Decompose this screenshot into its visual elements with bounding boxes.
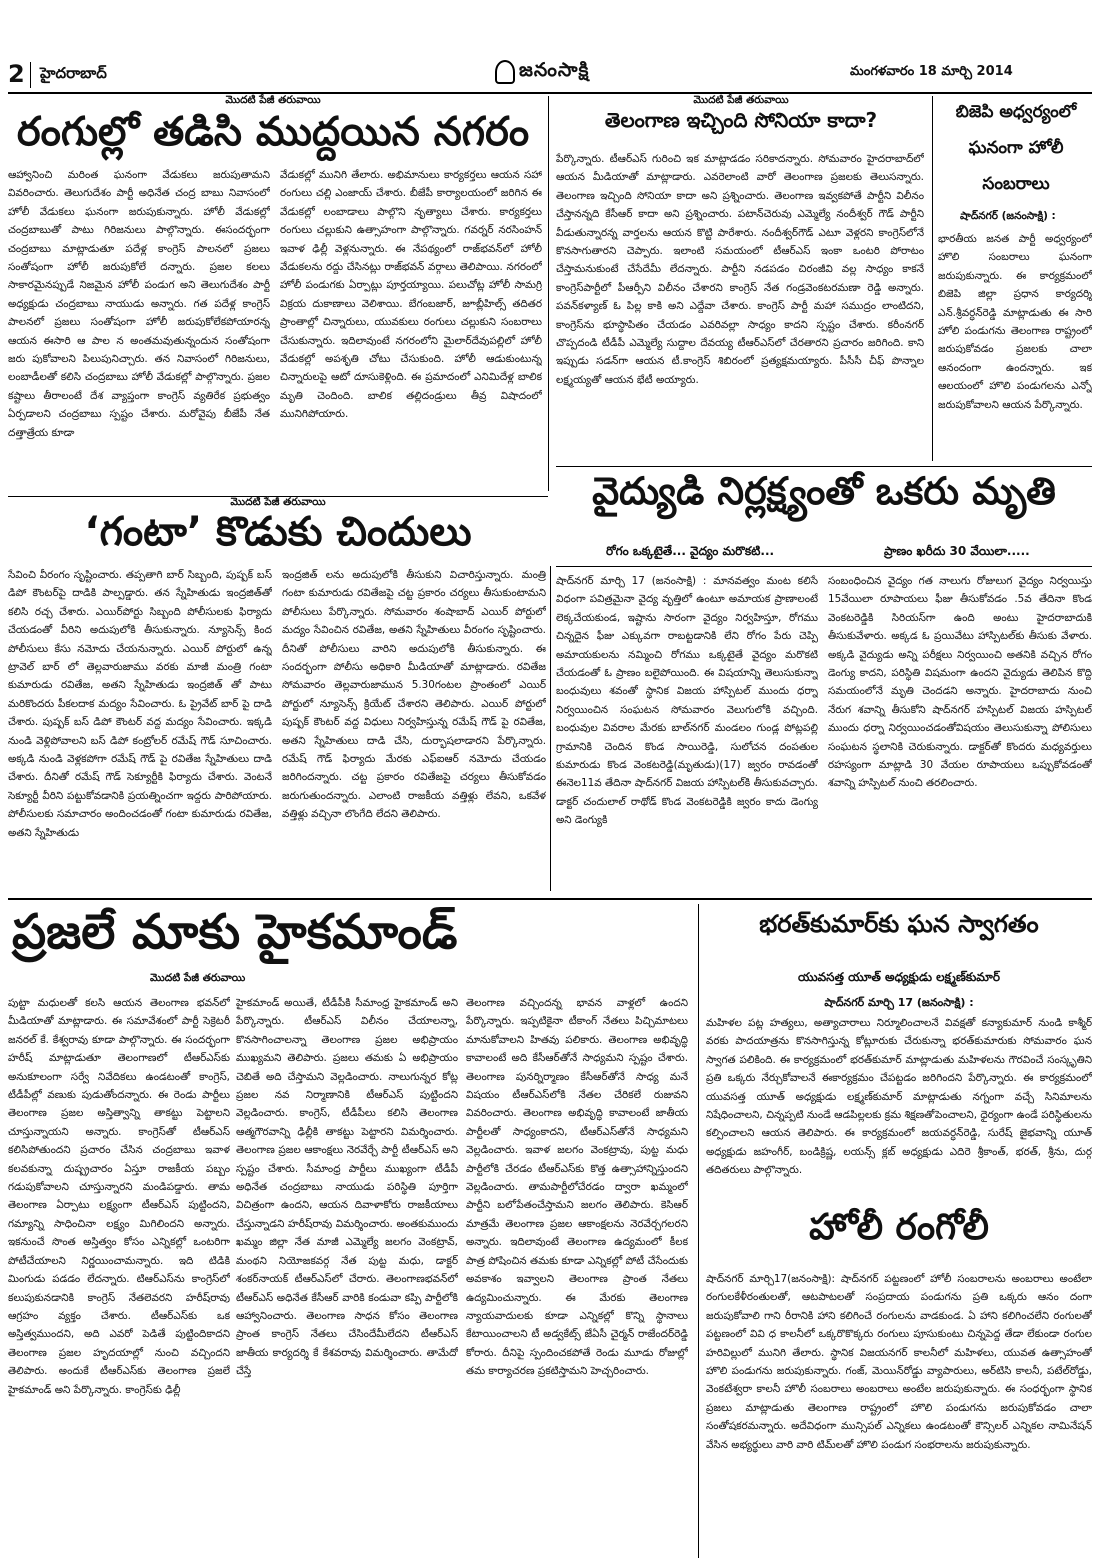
story-column: పేర్కొన్నారు. టీఆర్ఎస్ గురించి ఇక మాట్లాడడం సరికాదన్నారు. సోమవారం హైదరాబాద్‌లో ఆయన మీడియాతో మాట్లాడారు. ఎవరెలాంటి వారో తెలంగాణ ప్రజలకు తెలుసన్నారు. తెలంగాణ ఇచ్చింది సోనియా కాదా అని ప్రశ్నించారు. తెలంగాణ ఇవ్వకపోతే పార్టీని విలీనం చేస్తానన్నది కేసీఆర్ కాదా అని ప్రశ్నించారు. పటాన్‌చెరువు ఎమ్మెల్యే నందీశ్వర్ గౌడ్ పార్టీని వీడుతున్నారన్న వార్తలను ఆయన కొట్టి పారేశారు. నందీశ్వర్‌గౌడ్ ఎటూ వెళ్లరని కాంగ్రెస్‌లోనే కొనసాగుతారని చెప్పారు. ఇలాంటి సమయంలో టీఆర్ఎస్ ఇంకా ఒంటరి పోరాటం చేస్తామనుకుంటే చేసేదేమీ లేదన్నారు. పార్టీని నడపడం చిరంజీవి వల్ల సాధ్యం కాకనే కాంగ్రెస్‌పార్టీలో పీఆర్పీని విలీనం చేశారని కాంగ్రెస్ నేత గండ్రవెంకటరమణా రెడ్డి అన్నారు. పవన్‌కళ్యాణ్ ఓ పిల్ల కాకి అని ఎద్దేవా చేశారు. కాంగ్రెస్ పార్టీ మహా సముద్రం లాంటిదని, కాంగ్రెస్‌ను భూస్థాపితం చేయడం ఎవరివల్లా సాధ్యం కాదని స్పష్టం చేశారు. కరీంనగర్ చొప్పదండి టీడీపీ ఎమ్మెల్యే సుద్దాల దేవయ్య టీఆర్ఎస్‌లో చేరతారని ప్రచారం జరిగింది. కాని ఇప్పుడు సడన్‌గా ఆయన టీ.కాంగ్రెస్ శిబిరంలో ప్రత్యక్షమయ్యారు. పీసీసీ చీఫ్ పొన్నాల లక్ష్మయ్యతో ఆయన భేటీ అయ్యారు. — [556, 153, 924, 386]
story-headline: రంగుల్లో తడిసి ముద్దయిన నగరం — [16, 109, 530, 155]
story-headline: ఘనంగా హోలీ — [968, 138, 1064, 158]
story-column: భారతీయ జనత పార్టీ అధ్వర్యంలో హొలి సంబరాలు ఘనంగా జరుపుకున్నారు. ఈ కార్యక్రమంలో బిజెపి జిల్లా ప్రధాన కార్యదర్శి ఎన్.శ్రీవర్ధన్‌రెడ్డి మాట్లాడుతు ఈ సారి హోలి పండుగను తెలంగాణ రాష్ట్రంలో జరుపుకోవడం ప్రజలకు చాలా ఆనందంగా ఉందన్నారు. ఇక ఆలయంలో హొలి పండుగలను ఎన్నో జరుపుకోవాలని ఆయన పేర్కొన్నారు. — [938, 233, 1092, 411]
story-headline: వైద్యుడి నిర్లక్ష్యంతో ఒకరు మృతి — [592, 469, 1056, 513]
story-column: హైకమాండ్ అయితే, టీడీపీకి సీమాంధ్ర హైకమాండ్ అని పేర్కొన్నారు. టీఆర్ఎస్ విలీనం చేయాలన్నా, కొనసాగించాలన్నా తెలంగాణ ప్రజల అభిప్రాయం ముఖ్యమని తెలిపారు. ప్రజలు తమకు ఏ అభిప్రాయం చెబితే అది చేస్తామని వెల్లడించారు. నాలుగున్నర కోట్ల ప్రజల నవ నిర్మాణానికి టీఆర్ఎస్ పుట్టిందని వెల్లడించారు. కాంగ్రెస్, టీడీపీలు కలిసి తెలంగాణ ఆత్మగౌరవాన్ని ఢిల్లీకి తాకట్టు పెట్టారని విమర్శించారు. తెలంగాణ ప్రజల ఆకాంక్షలు నెరవేర్చే పార్టీ టీఆర్ఎస్ అని స్పష్టం చేశారు. సీమాంధ్ర పార్టీలు ముఖ్యంగా టీడీపీ అధినేత చంద్రబాబు నాయుడు పరిస్థితి పూర్తిగా విచిత్రంగా ఉందని, ఆయన దివాళాకోరు రాజకీయాలు చేస్తున్నాడని హరీష్‌రావు విమర్శించారు. అంతకుముందు ఖమ్మం జిల్లా నేత మాజీ ఎమ్మెల్యే జలగం వెంకట్రావ్, మంథని నియోజకవర్గ నేత పుట్ట మధు, డాక్టర్ శంకర్‌నాయక్ టీఆర్ఎస్‌లో చేరారు. తెలంగాణభవన్‌లో టీఆర్ఎస్ అధినేత కేసీఆర్ వారికి కండువా కప్పి పార్టీలోకి ఆహ్వానించారు. తెలంగాణ సాధన కోసం తెలంగాణ ప్రాంత కాంగ్రెస్ నేతలు చేసిందేమీలేదని టీఆర్ఎస్ జాతీయ కార్యదర్శి కే కేశవరావు విమర్శించారు. తామేదో చేస్తే — [236, 997, 458, 1378]
story-column: ఆహ్వానించి మరింత ఘనంగా వేడుకలు జరుపుతామని వివరించారు. తెలుగుదేశం పార్టీ అధినేత చంద్ర బాబు నివాసంలో హోలీ వేడుకలు ఘనంగా జరుపుకున్నారు. హోలీ వేడుకల్లో చంద్రబాబుతో పాటు గిరిజనులు పాల్గొన్నారు. ఈసందర్భంగా చంద్రబాబు మాట్లాడుతూ పదేళ్ల కాంగ్రెస్ పాలనలో ప్రజలు సంతోషంగా హోలీ జరుపుకోలే దన్నారు. ప్రజల కలలు సాకారమైనప్పుడే నిజమైన హోలీ పండుగ అని తెలుగుదేశం పార్టీ అధ్యక్షుడు చంద్రబాబు నాయుడు అన్నారు. గత పదేళ్ల కాంగ్రెస్ పాలనలో ప్రజలు సంతోషంగా హోలీ జరుపుకోలేకపోయారన్న ఆయన ఈసారి ఆ పాల న అంతమవుతున్నందున సంతోషంగా జరు పుకోవాలని పిలుపునిచ్చారు. తన నివాసంలో గిరిజనులు, లంబాడీలతో కలిసి చంద్రబాబు హోలీ వేడుకల్లో పాల్గొన్నారు. ప్రజల కష్టాలు తీరాలంటే దేశ వ్యాప్తంగా కాంగ్రెస్ వ్యతిరేక ప్రభుత్వం ఏర్పడాలని చంద్రబాబు స్పష్టం చేశారు. మరోవైపు బీజేపీ నేత దత్తాత్రేయ కూడా — [8, 169, 270, 439]
story-headline: భరత్‌కుమార్‌కు ఘన స్వాగతం — [759, 910, 1039, 938]
story-column: షాద్‌నగర్ మార్చి17(జనంసాక్షి): షాద్‌నగర్ పట్టణంలో హోలీ సంబరాలను అంబరాలు అంటేలా రంగులకేళీరంతులతో, ఆటపాటలతో సంప్రదాయ పండుగను ప్రతి ఒక్కరు ఆనం దంగా జరుపుకోవాలి గాని రీరానికి హాని కలిగించే రంగులను వాడకుండ. ఏ హాని కలిగించలేని రంగులతో పట్టణంలో వివి ధ కాలనీలో ఒక్కరొకొక్కరు రంగులు పూసుకుంటు చిన్నపెద్ద తేడా లేకుండా రంగుల హరివిల్లులో మునిగి తేలారు. స్థానిక విజయనగర్ కాలనీలో మహిళలు, యువత ఉత్సాహంతో హొలి పండుగను జరుపుకున్నారు. గంజ్, మెయిన్‌రోడ్డు వ్యాపారులు, అర్‌టిసి కాలనీ, పటేల్‌రోడ్డు, వెంకటేశ్వరా కాలనీ హొలీ సంబరాలు అంబరాలు అంటేల జరుపుకున్నారు. ఈ సంధర్భంగా స్థానిక ప్రజలు మాట్లాడుతు తెలంగాణ రాష్ట్రంలో హొలి పండుగను జరుపుకోవడం చాలా సంతోషకరమన్నారు. అదేవిధంగా మున్సిపల్ ఎన్నికలు ఉండటంతో కౌన్సిలర్ ఎన్నికల నామినేషన్ వేసిన అభ్యర్థులు వారి వారి టిమ్‌లతో హొలి పండుగ సంభరాలను జరుపుకున్నారు. — [706, 1273, 1092, 1451]
story-kicker: మొదటి పేజీ తరువాయి — [225, 94, 321, 106]
story-headline: బిజెపి అధ్వర్యంలో — [955, 102, 1077, 122]
logo-mark-icon — [495, 60, 515, 84]
story-dateline: షాద్‌నగర్ (జనంసాక్షి) : — [960, 210, 1056, 222]
story-subhead: రోగం ఒక్కటైతే... వైద్యం మరొకటి... — [606, 544, 775, 558]
story-column: వేడుకల్లో మునిగి తేలారు. అభిమానులు కార్యకర్తలు ఆయన సహా రంగులు చల్లి ఎంజాయ్ చేశారు. బీజేపీ కార్యాలయంలో జరిగిన ఈ వేడుకల్లో లంబాడాలు పాల్గొని నృత్యాలు చేశారు. కార్యకర్తలు రంగులు చల్లుకుని ఉత్సాహంగా పాల్గొన్నారు. గవర్నర్ నరసింహన్ ఇవాళ ఢిల్లీ వెళ్లనున్నారు. ఈ నేపథ్యంలో రాజ్‌భవన్‌లో హోలీ వేడుకలను రద్దు చేసినట్లు రాజ్‌భవన్ వర్గాలు తెలిపాయి. నగరంలో హోలీ పండుగకు ఏర్పాట్లు పూర్తయ్యాయి. పలుచోట్ల హోలీ సామగ్రి విక్రయ దుకాణాలు వెలిశాయి. బేగంబజార్, జూబ్లీహిల్స్ తదితర ప్రాంతాల్లో చిన్నారులు, యువకులు రంగులు చల్లుకుని సంబరాలు చేసుకున్నారు. ఇదిలావుంటే నగరంలోని మైలార్‌దేవుపల్లిలో హోలీ వేడుకల్లో అపశృతి చోటు చేసుకుంది. హోలీ ఆడుకుంటున్న చిన్నారులపై ఆటో దూసుకెళ్లింది. ఈ ప్రమాదంలో ఎనిమిదేళ్ల బాలిక మృతి చెందింది. బాలిక తల్లిదండ్రులు తీవ్ర విషాదంలో మునిగిపోయారు. — [280, 169, 542, 421]
page-number-box — [30, 62, 31, 88]
story-subhead: యువసత్త యూత్ అధ్యక్షుడు లక్ష్మణ్‌కుమార్ — [798, 970, 1000, 984]
section-rule — [8, 898, 1092, 900]
story-column: మహిళల పట్ల హత్యలు, అత్యాచారాలు నిర్మూలించాలనే వివక్షతో కన్యాకుమార్ నుండి కాశ్మీర్ వరకు పాదయాత్రను కొనసాగిస్తున్న కోట్లూరుకు చేరుకున్నా భరత్‌కుమారుకు సోమవారం ఘన స్వాగత పలికింది. ఈ కార్యక్రమంలో భరత్‌కుమార్ మాట్లాడుతు మహిళలను గౌరవించే సంస్కృతిని ప్రతి ఒక్కరు నేర్చుకోవాలనే ఈకార్యక్రమం చేపట్టడం జరిగిందని పేర్కొన్నారు. ఈ కార్యక్రమంలో యువసత్త యూత్ అధ్యక్షుడు లక్ష్మణ్‌కుమార్ మాట్లాడుతు నగ్నంగా వచ్చే సినిమాలను నిషేధించాలని, చిన్నప్పటి నుండే ఆడపిల్లలకు క్రమ శిక్షణతోపెంచాలని, ధైర్యంగా ఉండే పరిస్థితులను కల్పించాలని ఆయన తెలిపారు. ఈ కార్యక్రమంలో జయవర్ధన్‌రెడ్డి, సురేష్ జైభవాన్ని యూత్ అధ్యక్షుడు జహంగీర్, బండిక్రిష్ణ, లయన్స్ క్లబ్ అధ్యక్షుడు ఎదిరె శ్రీకాంత్, భరత్, శ్రీను, దుర్గ తదితరులు పాల్గొన్నారు. — [706, 1017, 1092, 1177]
subhead-rule — [556, 566, 1092, 567]
section-label: హైదరాబాద్ — [40, 64, 107, 82]
issue-date: మంగళవారం 18 మార్చి 2014 — [850, 64, 1013, 79]
story-headline: హోలీ రంగోలీ — [809, 1207, 989, 1248]
story-headline: ప్రజలే మాకు హైకమాండ్ — [12, 904, 458, 960]
story-column: తెలంగాణ వచ్చిందన్న భావన వాళ్లలో ఉందని పేర్కొన్నారు. ఇప్పటికైనా టీకాంగ్ నేతలు పిచ్చిమాటలు మానుకోవాలని హితవు పలికారు. తెలంగాణ అభివృద్ధి కావాలంటే అది కేసీఆర్‌తోనే సాధ్యమని స్పష్టం చేశారు. తెలంగాణ పునర్నిర్మాణం కేసీఆర్‌తోనే సాధ్య మనే విషయం టీఆర్ఎస్‌లోకి నేతల చేరికలే రుజువని వివరించారు. తెలంగాణ అభివృద్ధి కావాలంటే జాతీయ పార్టీలతో సాధ్యంకాదని, టీఆర్ఎస్‌తోనే సాధ్యమని వెల్లడించారు. ఇవాళ జలగం వెంకట్రావు, పుట్ట మధు పార్టీలోకి చేరడం టీఆర్ఎస్‌కు కొత్త ఉత్సాహాన్నిస్తుందని వెల్లడించారు. తామపార్టీలోచేరడం ద్వారా ఖమ్మంలో పార్టీని బలోపేతంచేస్తామని జలగం తెలిపారు. కెసిఆర్ మాత్రమే తెలంగాణ ప్రజల ఆకాంక్షలను నెరవేర్చగలరని అన్నారు. ఇదిలావుంటే తెలంగాణ ఉద్యమంలో కీలక పాత్ర పోషించిన తమకు కూడా ఎన్నికల్లో పోటీ చేసేందుకు అవకాశం ఇవ్వాలని తెలంగాణ ప్రాంత నేతలు ఉద్యమించున్నారు. ఈ మేరకు తెలంగాణ న్యాయవాదులకు కూడా ఎన్నికల్లో కొన్ని స్థానాలు కేటాయించాలని టీ అడ్వకేట్స్ జేఏసీ చైర్మన్ రాజేందర్‌రెడ్డి కోరారు. దీనిపై స్పందించకపోతే రెండు మూడు రోజుల్లో తమ కార్యాచరణ ప్రకటిస్తామని హెచ్చరించారు. — [466, 997, 688, 1378]
story-kicker: మొదటి పేజీ తరువాయి — [693, 94, 789, 106]
section-rule — [556, 466, 1092, 467]
column-rule — [932, 96, 933, 461]
column-rule — [550, 566, 551, 891]
story-column: పుట్టా మధులతో కలసి ఆయన తెలంగాణ భవన్‌లో మీడియాతో మాట్లాడారు. ఈ సమావేశంలో పార్టీ సెక్రెటరీ జనరల్ కే. కేశ్వరావు కూడా పాల్గొన్నారు. ఈ సందర్భంగా హరీష్ మాట్లాడుతూ తెలంగాణలో టీఆర్ఎస్‌కు అనుకూలంగా సర్వే నివేదికలు ఉండటంతో కాంగ్రెస్, టీడీపీల్లో వణుకు పుడుతోందన్నారు. ఈ రెండు పార్టీలు తెలంగాణ ప్రజల అస్తిత్వాన్ని తాకట్టు పెట్టాలని చూస్తున్నాయని అన్నారు. కాంగ్రెస్‌తో టీఆర్ఎస్ కలిసిపోతుందని ప్రచారం చేసిన చంద్రబాబు ఇవాళ కలవకున్నా దుష్ప్రచారం ఏస్తూ రాజకీయ పబ్బం గడుపుకోవాలని చూస్తున్నారని మండిపడ్డారు. తామ తెలంగాణ ఏర్పాటు లక్ష్యంగా టీఆర్ఎస్ పుట్టిందని, గమ్యాన్ని సాధించినా లక్ష్యం మిగిలిందని అన్నారు. ఇకనుంచే సొంత అస్తిత్వం కోసం ఎన్నికల్లో ఒంటరిగా పోటీచేయాలని నిర్ణయించామన్నారు. ఇది టిడికి మింగుడు పడడం లేదన్నారు. టిఆర్ఎస్‌ను కాంగ్రెస్‌లో కలుపుకునడానికి కాంగ్రెస్ నేతలెవరని హరీష్‌రావు ఆగ్రహం వ్యక్తం చేశారు. టీఆర్ఎస్‌కు ఒక అస్తిత్వముందని, అది ఎవరో పెడితే పుట్టిందికాదని తెలంగాణ ప్రజల హృదయాల్లో నుంచి వచ్చిందని తెలిపారు. అందుకే టీఆర్ఎస్‌కు తెలంగాణ ప్రజలే హైకమాండ్ అని పేర్కొన్నారు. కాంగ్రెస్‌కు ఢిల్లీ — [8, 997, 230, 1396]
story-column: సంబంధించిన వైద్యం గత నాలుగు రోజులుగ వైద్యం నిర్వయిస్తు 15వేయిలా రూపాయలు ఫీజు తీసుకోవడం .5వ తేదినా కొండ వెంకటరెడ్డికి సిరియస్‌గా ఉంది అంటు హైదరాబాదుకి తీసుకువేళారు. అక్కడ ఓ ప్రయివేటు హాస్పిటల్‌కు తీసుకు వేళారు. అక్కడి వైద్యుడు అన్ని పరీక్షలు నిర్వయించి అతనికి వచ్చిన రోగం డెంగ్యు కాదని, పరిస్థితి విషమంగా ఉందని వైద్యుడు తెలిపిన కొద్ది సమయంలోనే మృతి చెందడని అన్నారు. హైదరాబాదు నుంచి నేరుగ శవాన్ని తీసుకోని షాద్‌నగర్ హస్పిటల్ విజయ హస్పిటల్ ముందు ధర్నా నిర్వయించడంతోవిషయం తెలుసుకున్నా పోలిసులు సంఘటన స్థలానికి చెరుకున్నారు. డాక్టర్‌తో కొందరు మధ్యవర్తులు రహస్యంగా మాట్లాడి 30 వేయల రూపాయలు ఒప్పుకోవడంతో శవాన్ని హస్పిటల్ నుంచి తరలించారు. — [828, 575, 1092, 790]
column-rule — [698, 904, 699, 1558]
story-kicker: మొదటి పేజీ తరువాయి — [150, 972, 246, 984]
story-column: ఇంద్రజిత్ లను అదుపులోకి తీసుకుని విచారిస్తున్నారు. మంత్రి గంటా కుమారుడు రవితేజపై చట్ట ప్రకారం చర్యలు తీసుకుంటామని పోలీసులు పేర్కొన్నారు. సోమవారం శంషాబాద్ ఎయిర్ పోర్టులో మద్యం సేవించిన రవితేజ, అతని స్నేహితులు వీరంగం సృష్టించారు. దీనితో పోలీసులు వారిని అదుపులోకి తీసుకున్నారు. ఈ సందర్భంగా పోలీసు అధికారి మీడియాతో మాట్లాడారు. రవితేజ సోమవారం తెల్లవారుజామున 5.30గంటల ప్రాంతంలో ఎయిర్ పోర్టులో న్యూసెన్స్ క్రియేట్ చేశారని తెలిపారు. ఎయిర్ పోర్టులో పుష్పక్ కౌంటర్ వద్ద విధులు నిర్వహిస్తున్న రమేష్ గౌడ్ పై రవితేజ, అతని స్నేహితులు దాడి చేసి, దుర్భాషలాడారని పేర్కొన్నారు. రమేష్ గౌడ్ ఫిర్యాదు మేరకు ఎఫ్ఐఆర్ నమోదు చేయడం జరిగిందన్నారు. చట్ట ప్రకారం రవితేజపై చర్యలు తీసుకోవడం జరుగుతుందన్నారు. ఎలాంటి రాజకీయ వత్తిళ్లు లేవని, ఒకవేళ వత్తిళ్లు వచ్చినా లొంగేది లేదని తెలిపారు. — [282, 569, 546, 821]
story-headline: తెలంగాణ ఇచ్చింది సోనియా కాదా? — [604, 108, 878, 132]
masthead-logo — [495, 56, 605, 88]
story-subhead: ప్రాణం ఖరీదు 30 వేయిలా..... — [884, 544, 1030, 558]
column-rule — [548, 96, 549, 491]
story-column: షాద్‌నగర్ మార్చి 17 (జనంసాక్షి) : మానవత్వం మంట కలిసే విధంగా పవిత్రమైనా వైద్య వృత్తిలో ఉంటూ అమాయక ప్రాణాలంటే లెక్కచేయకుండ, ఇష్టాను సారంగా వైద్యం నిర్వహిస్తూ, రోగము చిన్నదైన ఫీజు ఎక్కువగా రాబట్టడానికి లేని రోగం పేరు చెప్పి అమాయకులను నమ్మించి రోగము ఒక్కటైతే వైద్యం మరొకటి చేయడంతో ఓ ప్రాణం బలైపోయింది. ఈ విషయాన్ని తెలుసుకున్నా బంధువులు శవంతో స్థానిక విజయ హాస్పిటల్ ముందు ధర్నా నిర్వయించిన సంఘటన సోమవారం వెలుగులోకి వచ్చింది. బంధువుల వివరాల మేరకు బాల్‌నగర్ మండలం గుండ్ల పోట్లపల్లి గ్రామానికి చెందిన కొండ సాయిరెడ్డి, సులోచన దంపతుల కుమారుడు కొండ వెంకటరెడ్డి(మృతుడు)(17) జ్వరం రావడంతో ఈనెల11వ తేదినా షాద్‌నగర్ విజయ హాస్పిటల్‌కి తీసుకువచ్చారు. డాక్టర్ చందులాల్ రాథోడ్ కొండ వెంకటరెడ్డికి జ్వరం కాదు డెంగ్యు అని డెంగ్యుకి — [556, 575, 818, 827]
page-number: 2 — [8, 60, 25, 88]
paper-name: జనంసాక్షి — [519, 58, 590, 81]
story-dateline: షాద్‌నగర్ మార్చి 17 (జనంసాక్షి) : — [824, 996, 974, 1009]
story-headline: సంబరాలు — [982, 174, 1050, 194]
story-kicker: మొదటి పేజీ తరువాయి — [230, 496, 326, 508]
story-headline: ‘గంటా’ కొడుకు చిందులు — [84, 509, 472, 555]
story-column: సేవించి వీరంగం సృష్టించారు. తప్పతాగి బార్ సిబ్బంది, పుష్పక్ బస్ డిపో కౌంటర్‌పై దాడికి పాల్పడ్డారు. తన స్నేహితుడు ఇంద్రజిత్‌తో కలిసి రచ్చ చేశారు. ఎయిర్‌పోర్టు సిబ్బంది పోలీసులకు ఫిర్యాదు చేయడంతో వీరిని అదుపులోకి తీసుకున్నారు. న్యూసెన్స్ కింద పోలీసులు కేసు నమోదు చేయనున్నారు. ఎయిర్ పోర్టులో ఉన్న ట్రావెల్ బార్ లో తెల్లవారుజాము వరకు మాజీ మంత్రి గంటా కుమారుడు రవితేజ, అతని స్నేహితుడు ఇంద్రజిత్ తో పాటు మరికొందరు పీకలదాక మద్యం సేవించారు. ఓ ప్రైవేట్ బార్ పై దాడి చేశారు. పుష్పక్ బస్ డిపో కౌంటర్ వద్ద మద్యం సేవించారు. ఇక్కడి నుండి వెళ్లిపోవాలని బస్ డిపో కంట్రోలర్ రమేష్ గౌడ్ సూచించారు. అక్కడి నుండి వెళ్లకపోగా రమేష్ గౌడ్ పై రవితేజ స్నేహితులు దాడి చేశారు. దీనితో రమేష్ గౌడ్ సెక్యూర్టీకి ఫిర్యాదు చేశారు. వెంటనే సెక్యూర్టీ వీరిని పట్టుకోవడానికి ప్రయత్నించగా ఇద్దరు పారిపోయారు. పోలీసులకు సమాచారం అందించడంతో గంటా కుమారుడు రవితేజ, అతని స్నేహితుడు — [8, 569, 272, 839]
